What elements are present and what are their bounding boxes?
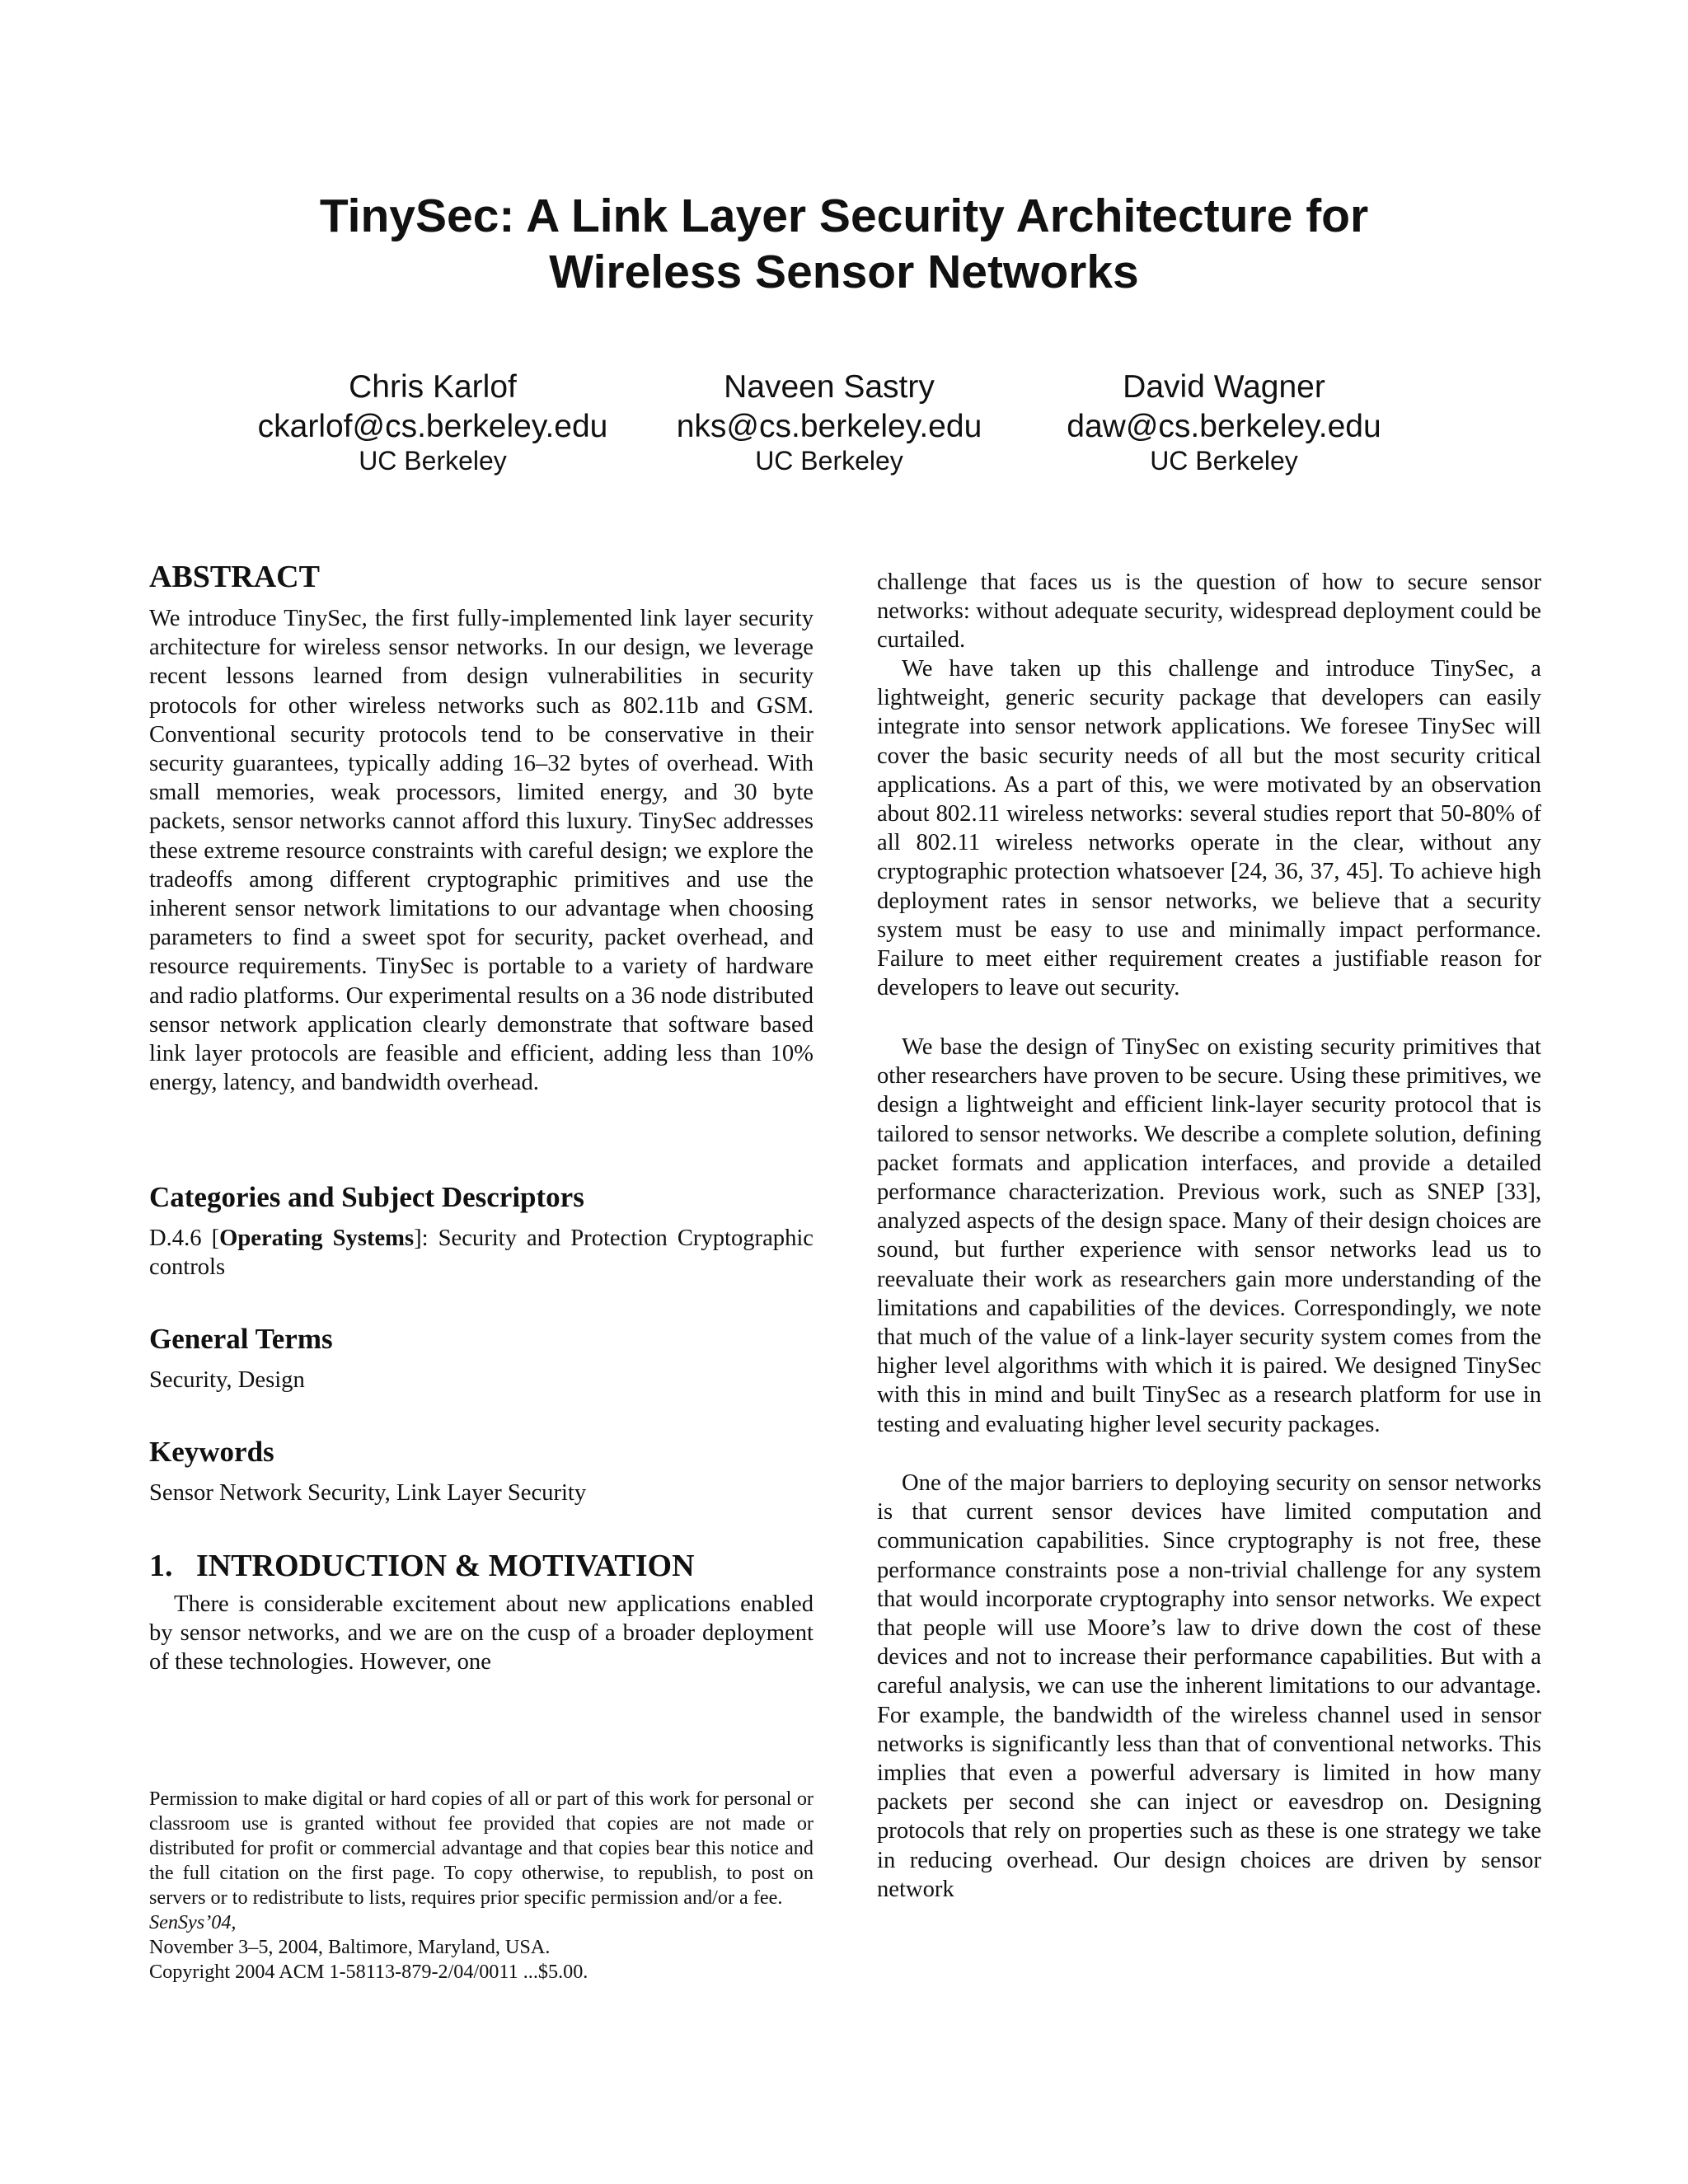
paper-title <box>0 188 1688 300</box>
intro-right-paragraph-3: We base the design of TinySec on existing security primitives that other researchers have proven to be secure. Using these primitives, we design a lightweight and efficient link-layer security protocol that is tailored to sensor networks. We describe a complete solution, defining packet formats and application interfaces, and provide a detailed performance characterization. Previous work, such as SNEP [33], analyzed aspects of the design space. Many of their design choices are sound, but further experience with sensor networks lead us to reevaluate their work as researchers gain more understanding of the limitations and capabilities of the devices. Correspondingly, we note that much of the value of a link-layer security system comes from the higher level algorithms with which it is paired. We designed TinySec with this in mind and built TinySec as a research platform for use in testing and evaluating higher level security packages. <box>877 1034 1541 1437</box>
author-affiliation: UC Berkeley <box>359 446 507 476</box>
conference-line <box>149 1910 814 1960</box>
intro-right-paragraph-4: One of the major barriers to deploying security on sensor networks is that current sensor devices have limited computation and communication capabilities. Since cryptography is not free, these performance constraints pose a non-trivial challenge for any system that would incorporate cryptography into sensor networks. We expect that people will use Moore’s law to drive down the cost of these devices and not to increase their performance capabilities. But with a careful analysis, we can use the inherent limitations to our advantage. For example, the bandwidth of the wireless channel used in sensor networks is significantly less than that of conventional networks. This implies that even a powerful adversary is limited in how many packets per second she can inject or eavesdrop on. Designing protocols that rely on properties such as these is one strategy we take in reducing overhead. Our design choices are driven by sensor network <box>877 1470 1541 1902</box>
conference-name: SenSys’04, <box>149 1911 237 1933</box>
intro-right-paragraph-2: We have taken up this challenge and introduce TinySec, a lightweight, generic security package that developers can easily integrate into sensor network applications. We foresee TinySec will cover the basic security needs of all but the most security critical applications. As a part of this, we were motivated by an observation about 802.11 wireless networks: several studies report that 50-80% of all 802.11 wireless networks operate in the clear, without any cryptographic protection whatsoever [24, 36, 37, 45]. To achieve high deployment rates in sensor networks, we believe that a security system must be easy to use and minimally impact performance. Failure to meet either requirement creates a justifiable reason for developers to leave out security. <box>877 656 1541 1001</box>
categories-rest: ]: Security and Protection Cryptographic controls <box>149 1226 814 1281</box>
abstract-heading: ABSTRACT <box>149 560 320 594</box>
intro-right-paragraph-1: challenge that faces us is the question of how to secure sensor networks: without adequate security, widespread deployment could be curtailed. <box>877 569 1541 654</box>
conference-details: November 3–5, 2004, Baltimore, Maryland, USA. <box>149 1936 551 1958</box>
author-email: nks@cs.berkeley.edu <box>676 409 982 444</box>
author-block-3 <box>993 368 1455 475</box>
paper-title-line-1: TinySec: A Link Layer Security Architecture for <box>319 190 1369 242</box>
paper-title-line-2: Wireless Sensor Networks <box>549 246 1139 298</box>
abstract-text: We introduce TinySec, the first fully-implemented link layer security architecture for wireless sensor networks. In our design, we leverage recent lessons learned from design vulnerabilities in security protocols for other wireless networks such as 802.11b and GSM. Conventional security protocols tend to be conservative in their security guarantees, typically adding 16–32 bytes of overhead. With small memories, weak processors, limited energy, and 30 byte packets, sensor networks cannot afford this luxury. TinySec addresses these extreme resource constraints with careful design; we explore the tradeoffs among different cryptographic primitives and use the inherent sensor network limitations to our advantage when choosing parameters to find a sweet spot for security, packet overhead, and resource requirements. TinySec is portable to a variety of hardware and radio platforms. Our experimental results on a 36 node distributed sensor network application clearly demonstrate that software based link layer protocols are feasible and efficient, adding less than 10% energy, latency, and bandwidth overhead. <box>149 606 814 1096</box>
copyright-line: Copyright 2004 ACM 1-58113-879-2/04/0011 ...$5.00. <box>149 1961 588 1983</box>
intro-heading: 1. INTRODUCTION & MOTIVATION <box>149 1549 695 1583</box>
author-email: ckarlof@cs.berkeley.edu <box>257 409 608 444</box>
categories-bold: Operating Systems <box>219 1226 415 1251</box>
author-block-1 <box>202 368 663 475</box>
author-block-2 <box>598 368 1060 475</box>
intro-left-text: There is considerable excitement about new applications enabled by sensor networks, and we are on the cusp of a broader deployment of these technologies. However, one <box>149 1591 814 1675</box>
general-terms-heading: General Terms <box>149 1323 333 1355</box>
categories-code: D.4.6 [ <box>149 1226 220 1251</box>
author-email: daw@cs.berkeley.edu <box>1067 409 1381 444</box>
author-affiliation: UC Berkeley <box>1150 446 1298 476</box>
categories-text <box>149 1224 814 1282</box>
author-affiliation: UC Berkeley <box>755 446 903 476</box>
keywords-heading: Keywords <box>149 1436 274 1468</box>
author-name: David Wagner <box>1123 369 1325 405</box>
permission-footnote <box>149 1787 814 1985</box>
keywords-text: Sensor Network Security, Link Layer Security <box>149 1480 587 1506</box>
author-name: Naveen Sastry <box>724 369 935 405</box>
categories-heading: Categories and Subject Descriptors <box>149 1181 584 1213</box>
permission-text: Permission to make digital or hard copies of all or part of this work for personal or classroom use is granted without fee provided that copies are not made or distributed for profit or commercial advantage and that copies bear this notice and the full citation on the first page. To copy otherwise, to republish, to post on servers or to redistribute to lists, requires prior specific permission and/or a fee. <box>149 1788 814 1909</box>
author-name: Chris Karlof <box>349 369 517 405</box>
general-terms-text: Security, Design <box>149 1367 305 1393</box>
